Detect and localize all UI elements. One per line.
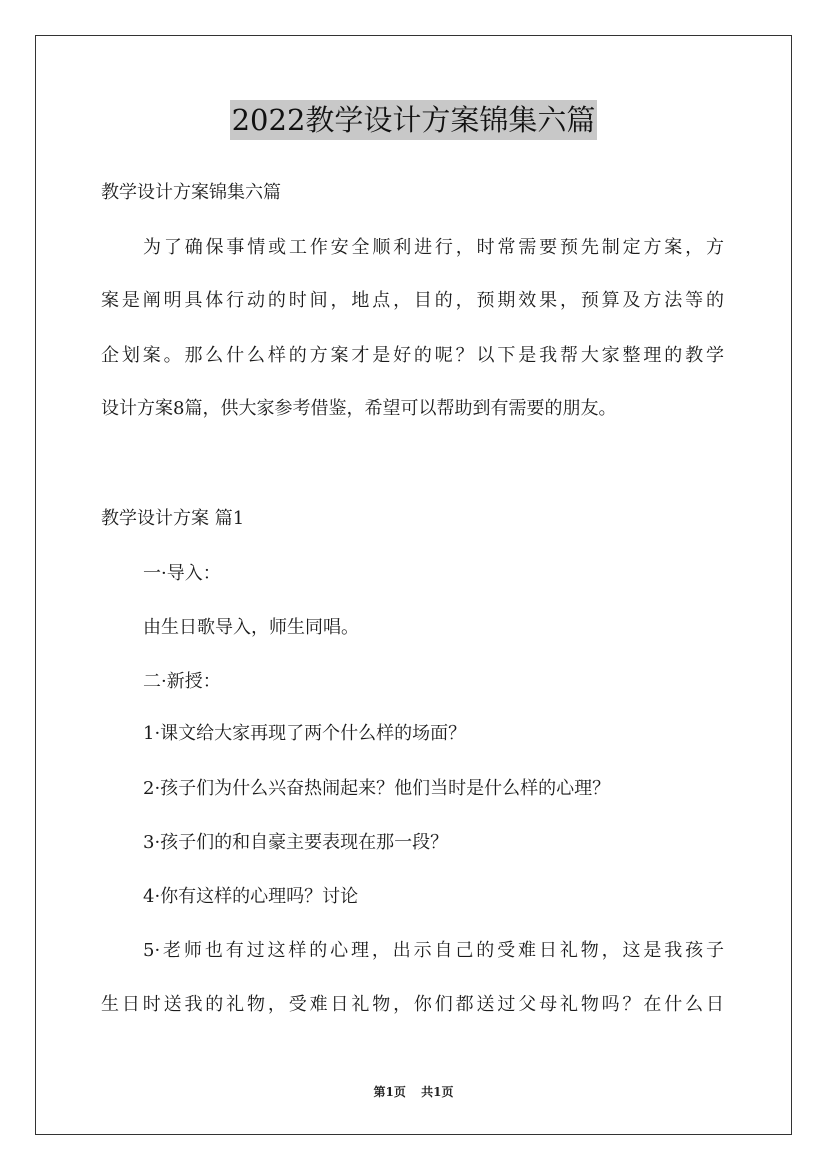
section-line-4: 1·课文给大家再现了两个什么样的场面？: [143, 723, 467, 744]
para5-line-2: 生日时送我的礼物，受难日礼物，你们都送过父母礼物吗？在什么日: [101, 994, 724, 1015]
document-title: 2022教学设计方案锦集六篇: [230, 100, 598, 140]
footer-total-pages: 共1页: [421, 1085, 454, 1099]
intro-line-1: 为了确保事情或工作安全顺利进行，时常需要预先制定方案，方: [143, 237, 724, 258]
page-footer: [0, 1084, 827, 1100]
intro-line-3: 企划案。那么什么样的方案才是好的呢？以下是我帮大家整理的教学: [101, 345, 724, 366]
section-heading: 教学设计方案 篇1: [101, 508, 245, 529]
intro-line-4: 设计方案8篇，供大家参考借鉴，希望可以帮助到有需要的朋友。: [101, 398, 617, 419]
para5-line-1: 5·老师也有过这样的心理，出示自己的受难日礼物，这是我孩子: [143, 940, 724, 961]
section-line-1: 一·导入：: [143, 563, 221, 584]
intro-line-2: 案是阐明具体行动的时间，地点，目的，预期效果，预算及方法等的: [101, 290, 724, 311]
section-line-3: 二·新授：: [143, 671, 221, 692]
section-line-2: 由生日歌导入，师生同唱。: [143, 617, 359, 638]
footer-page-number: 第1页: [373, 1085, 406, 1099]
section-line-6: 3·孩子们的和自豪主要表现在那一段？: [143, 832, 449, 853]
section-line-5: 2·孩子们为什么兴奋热闹起来？他们当时是什么样的心理？: [143, 778, 611, 799]
section-line-7: 4·你有这样的心理吗？讨论: [143, 886, 359, 907]
document-subtitle: 教学设计方案锦集六篇: [101, 182, 281, 203]
footer-spacer: [410, 1085, 418, 1099]
document-title-container: [0, 100, 827, 142]
